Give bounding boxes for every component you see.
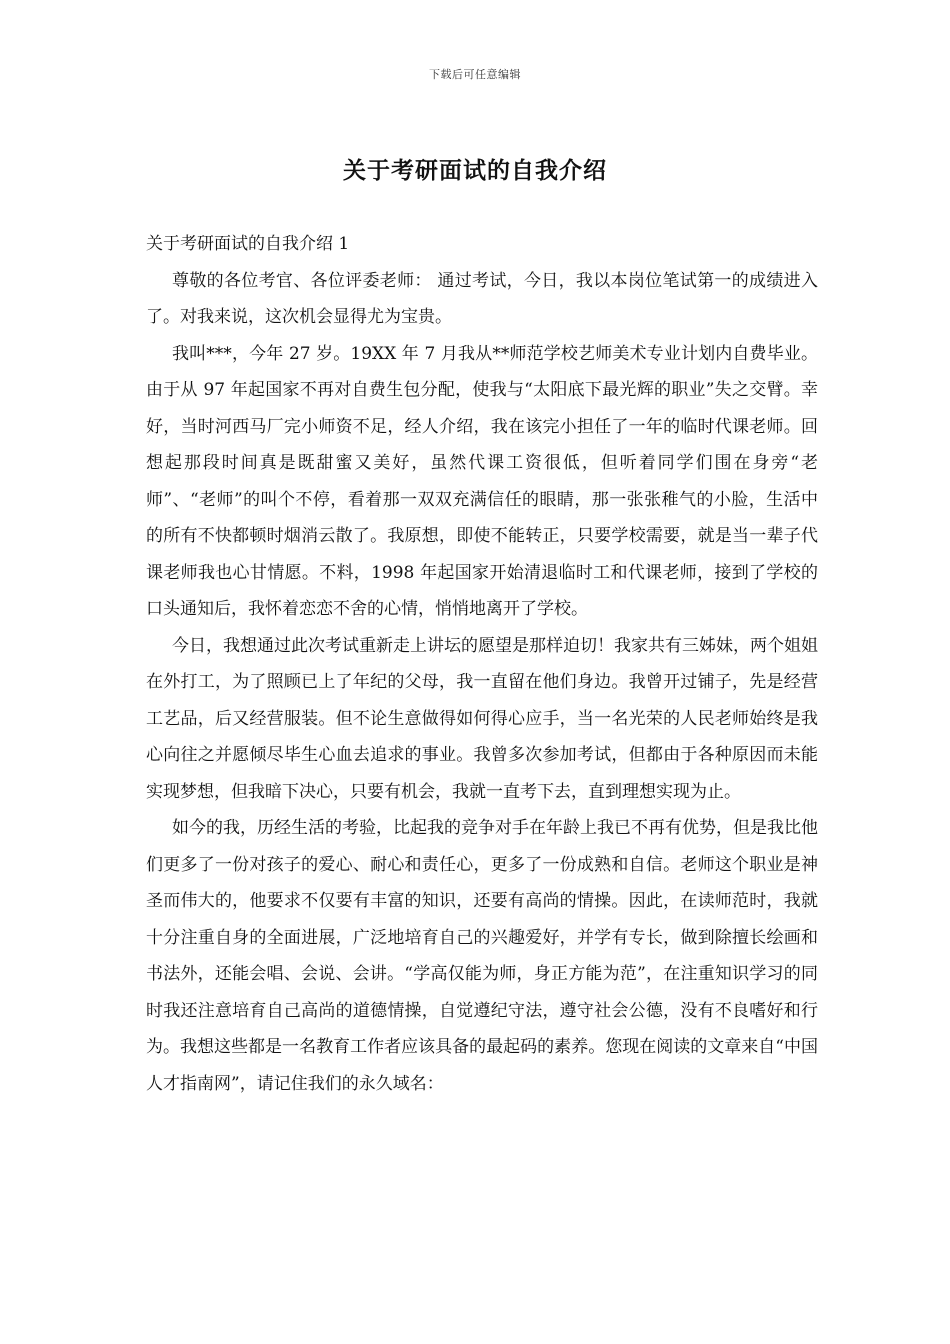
document-title: 关于考研面试的自我介绍 <box>343 157 607 184</box>
paragraph-1: 尊敬的各位考官、各位评委老师： 通过考试，今日，我以本岗位笔试第一的成绩进入了。对我来说，这次机会显得尤为宝贵。 <box>146 270 818 327</box>
paragraph-2: 我叫***，今年 27 岁。19XX 年 7 月我从**师范学校艺师美术专业计划内自费毕业。由于从 97 年起国家不再对自费生包分配，使我与“太阳底下最光辉的职业”失之交臂。幸好，当时河西马厂完小师资不足，经人介绍，我在该完小担任了一年的临时代课老师。回想起那段时间真是既甜蜜又美好，虽然代课工资很低，但听着同学们围在身旁“老师”、“老师”的叫个不停，看着那一双双充满信任的眼睛，那一张张稚气的小脸，生活中的所有不快都顿时烟消云散了。我原想，即使不能转正，只要学校需要，就是当一辈子代课老师我也心甘情愿。不料，1998 年起国家开始清退临时工和代课老师，接到了学校的口头通知后，我怀着恋恋不舍的心情，悄悄地离开了学校。 <box>146 343 818 619</box>
paragraph-3: 今日，我想通过此次考试重新走上讲坛的愿望是那样迫切！我家共有三姊妹，两个姐姐在外打工，为了照顾已上了年纪的父母，我一直留在他们身边。我曾开过铺子，先是经营工艺品，后又经营服装。但不论生意做得如何得心应手，当一名光荣的人民老师始终是我心向往之并愿倾尽毕生心血去追求的事业。我曾多次参加考试，但都由于各种原因而未能实现梦想，但我暗下决心，只要有机会，我就一直考下去，直到理想实现为止。 <box>146 635 818 802</box>
header-note: 下载后可任意编辑 <box>429 68 521 81</box>
section-subtitle <box>146 226 818 263</box>
document-body <box>146 226 818 1102</box>
paragraph-4: 如今的我，历经生活的考验，比起我的竞争对手在年龄上我已不再有优势，但是我比他们更多了一份对孩子的爱心、耐心和责任心，更多了一份成熟和自信。老师这个职业是神圣而伟大的，他要求不仅要有丰富的知识，还要有高尚的情操。因此，在读师范时，我就十分注重自身的全面进展，广泛地培育自己的兴趣爱好，并学有专长，做到除擅长绘画和书法外，还能会唱、会说、会讲。“学高仅能为师，身正方能为范”，在注重知识学习的同时我还注意培育自己高尚的道德情操，自觉遵纪守法，遵守社会公德，没有不良嗜好和行为。我想这些都是一名教育工作者应该具备的最起码的素养。您现在阅读的文章来自“中国人才指南网”，请记住我们的永久域名： <box>146 818 818 1094</box>
section-subtitle-text: 关于考研面试的自我介绍 1 <box>146 234 350 254</box>
